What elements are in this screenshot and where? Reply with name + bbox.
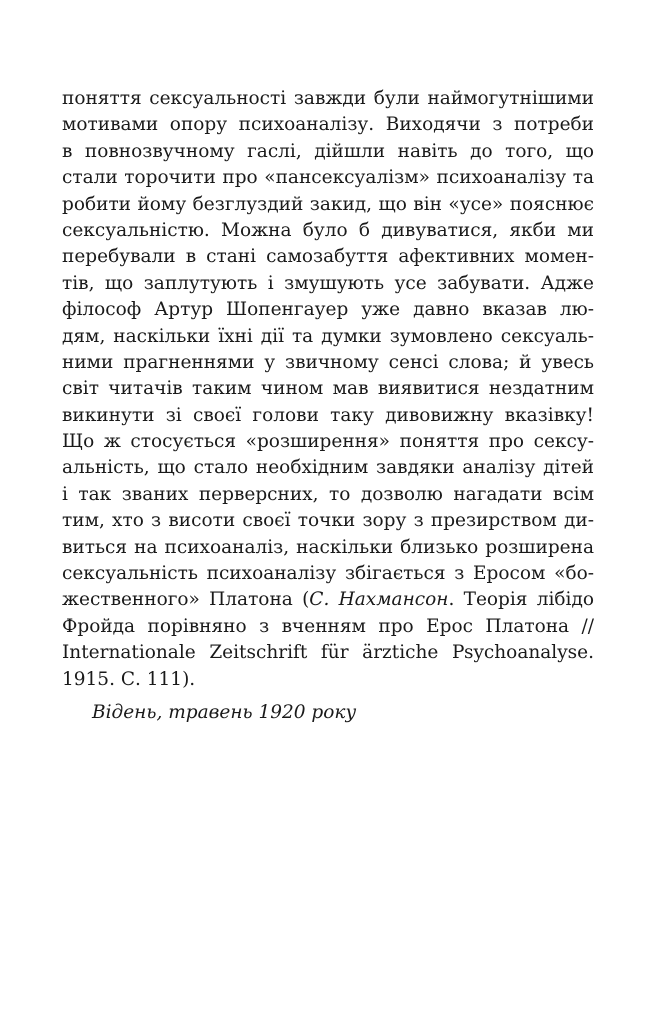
text-line-10: дям, наскільки їхні дії та думки зумовлено сексуаль- [62, 325, 594, 347]
text-line-9: філософ Артур Шопенгауер уже давно вказав лю- [62, 299, 594, 321]
author-name-italic: С. Нахмансон [309, 589, 449, 611]
text-line-12: світ читачів таким чином мав виявитися нездатним [62, 378, 594, 400]
text-line-16: і так званих перверсних, то дозволю нагадати всім [62, 483, 594, 505]
text-line-23: 1915. С. 111). [62, 668, 196, 690]
text-line-20-after: . Теорія лібідо [448, 589, 594, 611]
text-line-4: стали торочити про «пансексуалізм» психоаналізу та [62, 167, 594, 189]
body-paragraph [62, 86, 594, 693]
text-line-3: в повнозвучному гаслі, дійшли навіть до того, що [62, 140, 594, 162]
text-line-14: Що ж стосується «розширення» поняття про сексу- [62, 431, 594, 453]
text-line-13: викинути зі своєї голови таку дивовижну вказівку! [62, 404, 594, 426]
text-line-2: мотивами опору психоаналізу. Виходячи з потреби [62, 114, 594, 136]
text-line-8: тів, що заплутують і змушують усе забувати. Адже [62, 272, 594, 294]
text-line-19: сексуальність психоаналізу збігається з Еросом «бо- [62, 563, 594, 585]
text-line-6: сексуальністю. Можна було б дивуватися, якби ми [62, 219, 594, 241]
text-line-11: ними прагненнями у звичному сенсі слова; й увесь [62, 351, 594, 373]
text-line-17: тим, хто з висоти своєї точки зору з презирством ди- [62, 510, 594, 532]
text-line-15: альність, що стало необхідним завдяки аналізу дітей [62, 457, 594, 479]
text-line-22: Internationale Zeitschrift für ärztiche Psychoanalyse. [62, 642, 594, 664]
text-line-20 [62, 587, 594, 613]
text-line-18: виться на психоаналіз, наскільки близько розширена [62, 536, 594, 558]
text-line-20-before: жественного» Платона ( [62, 589, 310, 611]
place-date-signature: Відень, травень 1920 року [92, 702, 357, 723]
text-line-5: робити йому безглуздий закид, що він «усе» пояснює [62, 193, 594, 215]
text-line-1: поняття сексуальності завжди були наймогутнішими [62, 88, 594, 109]
text-line-7: перебували в стані самозабуття афективних момен- [62, 246, 594, 268]
text-line-21: Фройда порівняно з вченням про Ерос Платона // [62, 615, 594, 637]
